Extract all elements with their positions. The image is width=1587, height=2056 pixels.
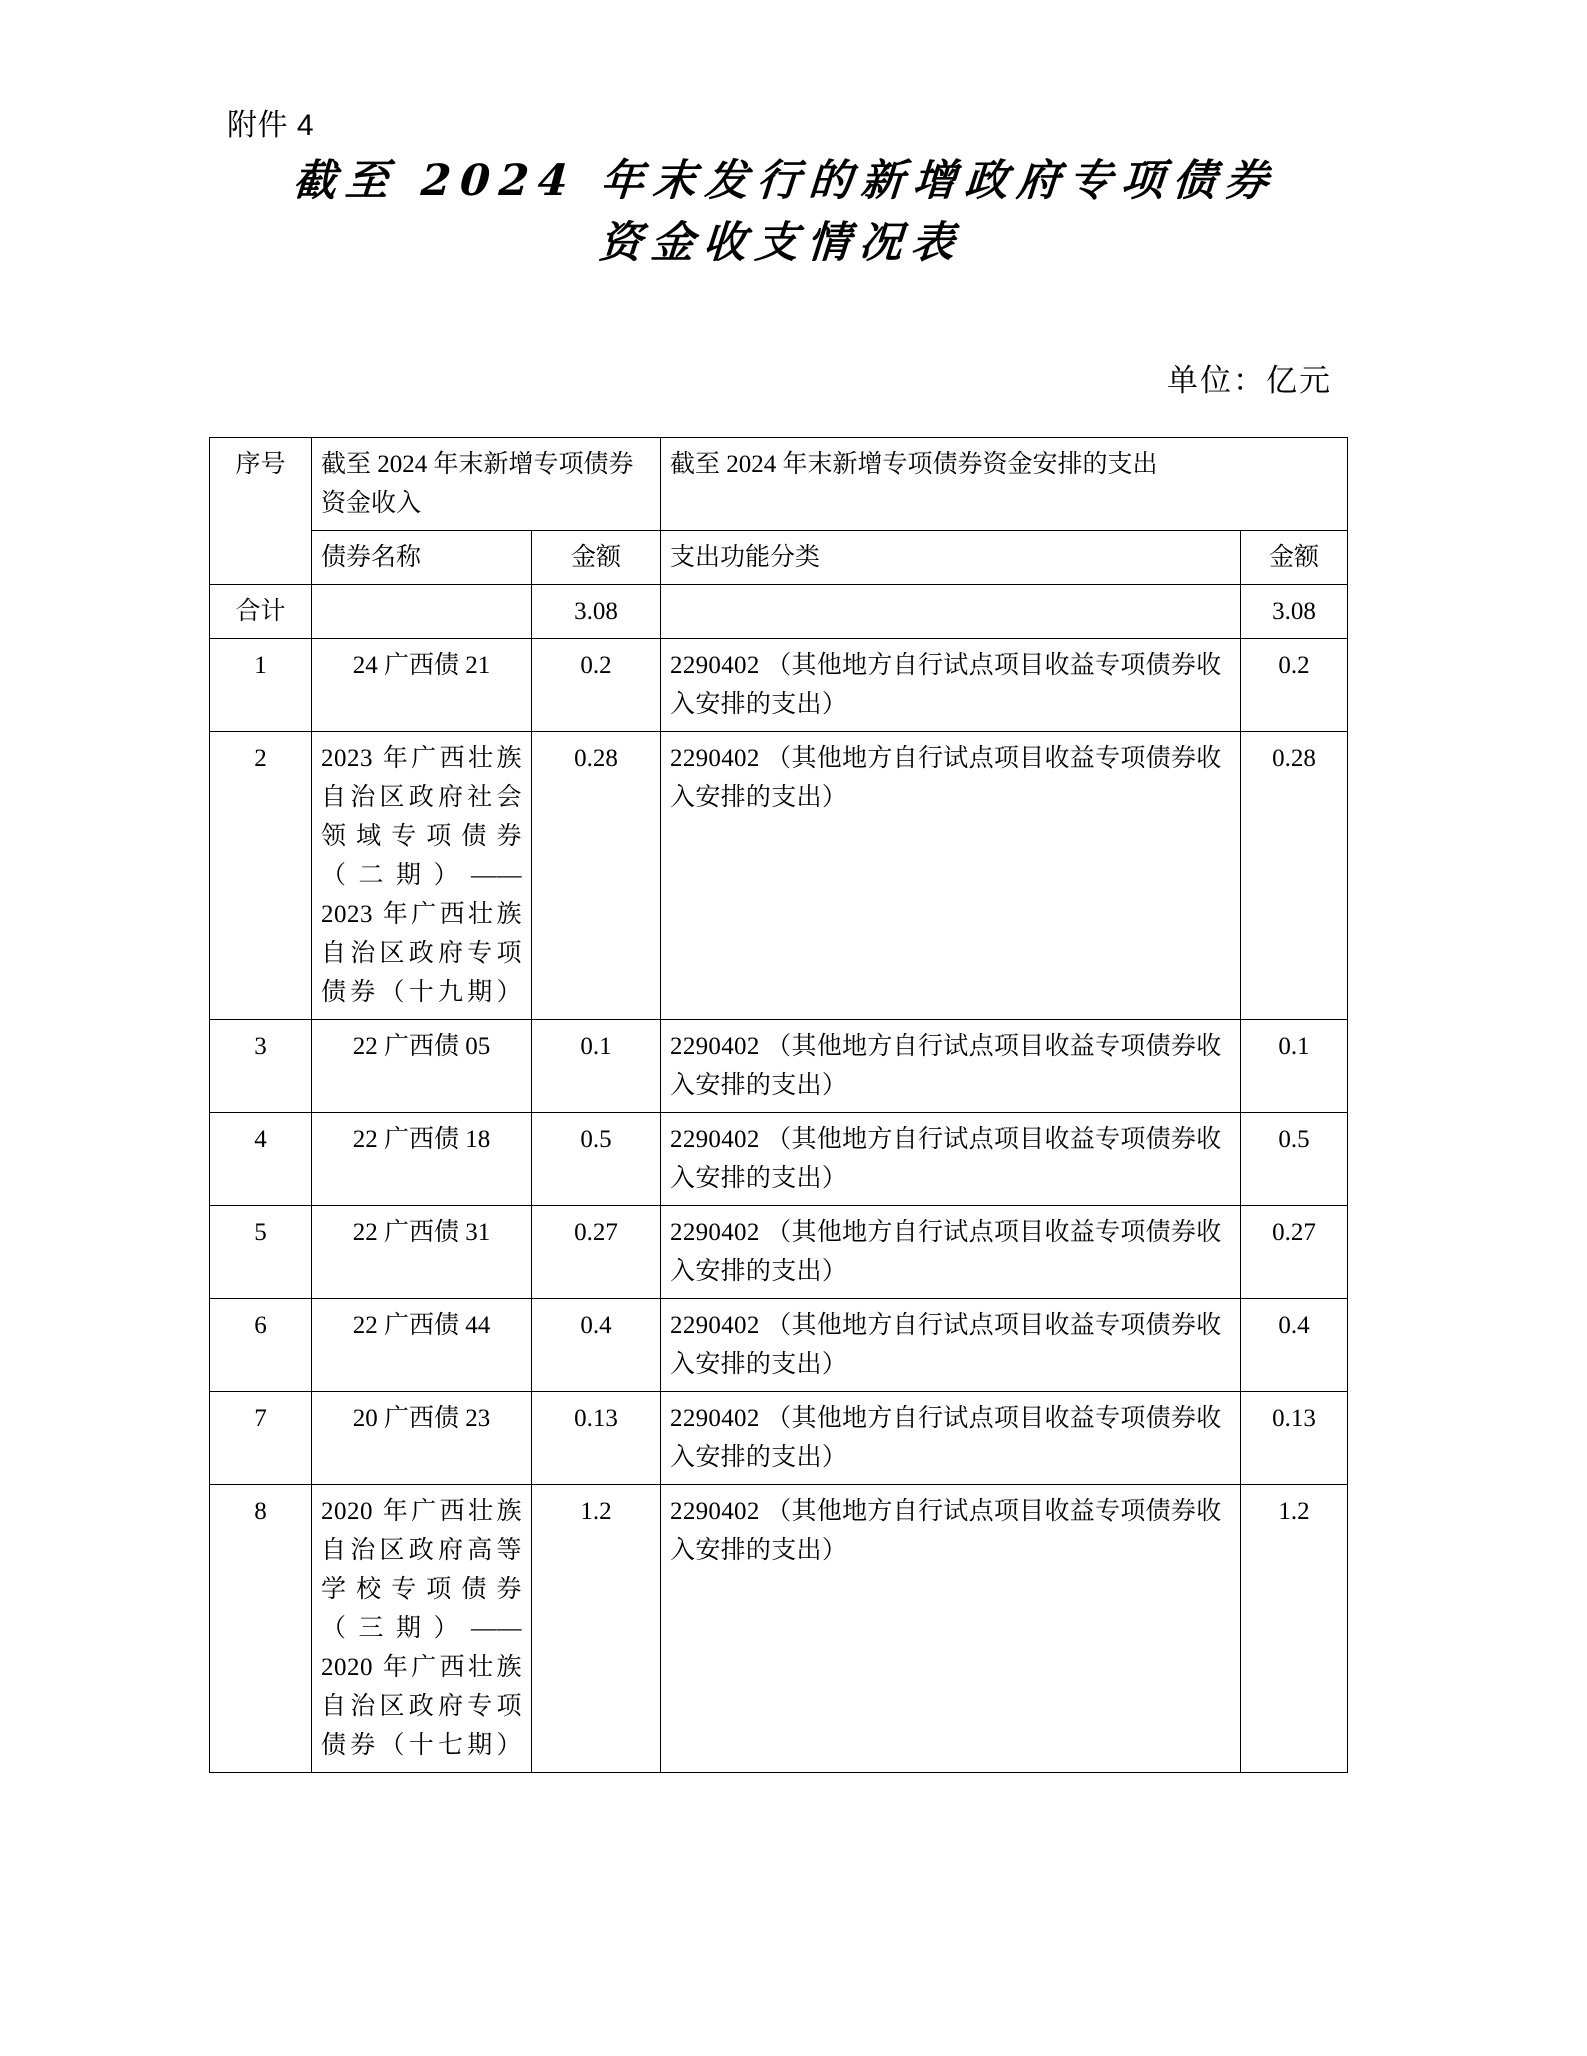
cell-bond-name: 2020 年广西壮族自治区政府高等学校专项债券（三期）——2020 年广西壮族自治区政府专项债券（十七期）: [312, 1485, 532, 1773]
attachment-label: 附件 4: [227, 109, 315, 142]
cell-expense-amount: 0.13: [1241, 1392, 1348, 1485]
header-expense-category: 支出功能分类: [661, 531, 1241, 585]
document-title: [209, 150, 1347, 274]
cell-seq: 1: [210, 639, 312, 732]
cell-bond-name: 22 广西债 18: [312, 1113, 532, 1206]
header-seq: 序号: [210, 438, 312, 585]
header-bond-name: 债券名称: [312, 531, 532, 585]
total-bond-name: [312, 585, 532, 639]
total-income-amount: 3.08: [532, 585, 661, 639]
cell-expense-category: 2290402 （其他地方自行试点项目收益专项债券收入安排的支出）: [661, 732, 1241, 1020]
header-income-group: 截至 2024 年末新增专项债券资金收入: [312, 438, 661, 531]
cell-expense-category: 2290402 （其他地方自行试点项目收益专项债券收入安排的支出）: [661, 1485, 1241, 1773]
bond-table-container: [209, 437, 1347, 1773]
cell-expense-amount: 0.4: [1241, 1299, 1348, 1392]
cell-expense-category: 2290402 （其他地方自行试点项目收益专项债券收入安排的支出）: [661, 1020, 1241, 1113]
cell-expense-amount: 0.28: [1241, 732, 1348, 1020]
bond-fund-table: [209, 437, 1348, 1773]
header-income-amount: 金额: [532, 531, 661, 585]
cell-income-amount: 0.27: [532, 1206, 661, 1299]
cell-expense-amount: 0.27: [1241, 1206, 1348, 1299]
cell-bond-name: 2023 年广西壮族自治区政府社会领域专项债券（二期）——2023 年广西壮族自治区政府专项债券（十九期）: [312, 732, 532, 1020]
table-header-row-2: [210, 531, 1348, 585]
table-row: [210, 732, 1348, 1020]
cell-seq: 5: [210, 1206, 312, 1299]
cell-seq: 6: [210, 1299, 312, 1392]
table-row: [210, 1113, 1348, 1206]
unit-label: 单位：亿元: [1167, 363, 1332, 398]
table-row: [210, 639, 1348, 732]
cell-income-amount: 1.2: [532, 1485, 661, 1773]
title-line-2: 资金收支情况表: [597, 218, 965, 268]
title-line-1: 截至 2024 年末发行的新增政府专项债券: [291, 156, 1279, 206]
table-row: [210, 1020, 1348, 1113]
cell-income-amount: 0.2: [532, 639, 661, 732]
cell-bond-name: 22 广西债 31: [312, 1206, 532, 1299]
total-label: 合计: [210, 585, 312, 639]
cell-expense-amount: 0.2: [1241, 639, 1348, 732]
cell-income-amount: 0.13: [532, 1392, 661, 1485]
header-expense-group: 截至 2024 年末新增专项债券资金安排的支出: [661, 438, 1348, 531]
cell-bond-name: 22 广西债 05: [312, 1020, 532, 1113]
cell-expense-amount: 1.2: [1241, 1485, 1348, 1773]
cell-income-amount: 0.4: [532, 1299, 661, 1392]
table-row: [210, 1206, 1348, 1299]
table-total-row: [210, 585, 1348, 639]
total-expense-amount: 3.08: [1241, 585, 1348, 639]
cell-expense-category: 2290402 （其他地方自行试点项目收益专项债券收入安排的支出）: [661, 639, 1241, 732]
cell-income-amount: 0.5: [532, 1113, 661, 1206]
cell-expense-category: 2290402 （其他地方自行试点项目收益专项债券收入安排的支出）: [661, 1299, 1241, 1392]
cell-expense-amount: 0.1: [1241, 1020, 1348, 1113]
table-row: [210, 1485, 1348, 1773]
table-row: [210, 1299, 1348, 1392]
cell-seq: 8: [210, 1485, 312, 1773]
cell-seq: 7: [210, 1392, 312, 1485]
cell-seq: 4: [210, 1113, 312, 1206]
cell-expense-category: 2290402 （其他地方自行试点项目收益专项债券收入安排的支出）: [661, 1113, 1241, 1206]
table-header-row-1: [210, 438, 1348, 531]
cell-income-amount: 0.28: [532, 732, 661, 1020]
table-row: [210, 1392, 1348, 1485]
cell-seq: 3: [210, 1020, 312, 1113]
header-expense-amount: 金额: [1241, 531, 1348, 585]
cell-expense-category: 2290402 （其他地方自行试点项目收益专项债券收入安排的支出）: [661, 1392, 1241, 1485]
cell-bond-name: 20 广西债 23: [312, 1392, 532, 1485]
cell-seq: 2: [210, 732, 312, 1020]
cell-bond-name: 24 广西债 21: [312, 639, 532, 732]
cell-expense-amount: 0.5: [1241, 1113, 1348, 1206]
total-expense-category: [661, 585, 1241, 639]
cell-income-amount: 0.1: [532, 1020, 661, 1113]
cell-expense-category: 2290402 （其他地方自行试点项目收益专项债券收入安排的支出）: [661, 1206, 1241, 1299]
cell-bond-name: 22 广西债 44: [312, 1299, 532, 1392]
